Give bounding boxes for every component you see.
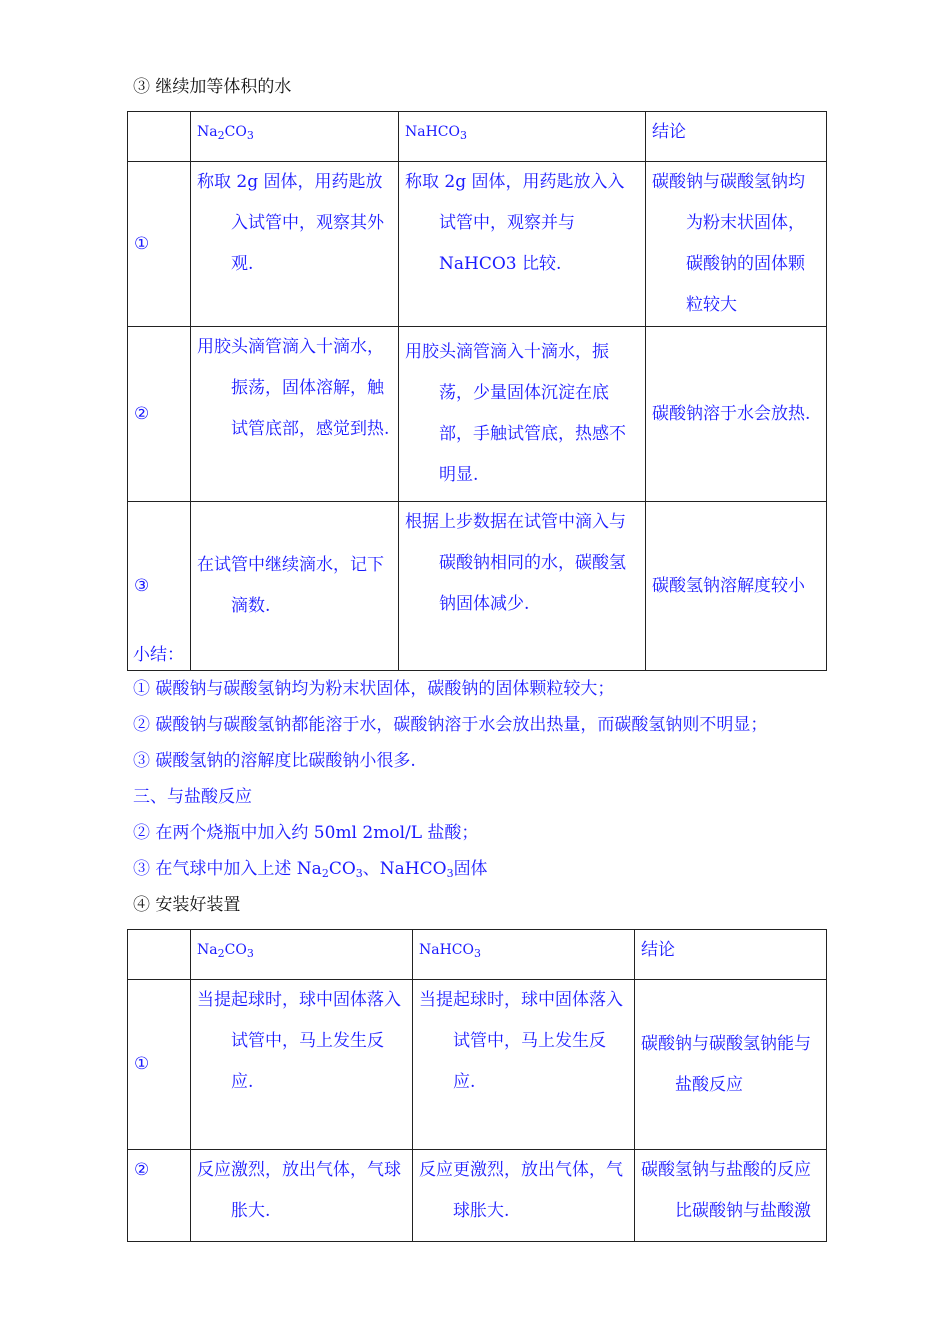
table-row	[128, 1150, 827, 1242]
row-number: ①	[128, 162, 191, 327]
cell-nahco3: 反应更激烈，放出气体，气球胀大.	[413, 1150, 635, 1242]
step3-heading: ③ 继续加等体积的水	[133, 77, 292, 97]
cell-conclusion: 碳酸钠溶于水会放热.	[646, 327, 827, 502]
table-header-row	[128, 930, 827, 980]
cell-na2co3: 当提起球时，球中固体落入试管中，马上发生反应.	[191, 980, 413, 1150]
cell-na2co3: 称取 2g 固体，用药匙放入试管中，观察其外观.	[191, 162, 399, 327]
cell-nahco3: 用胶头滴管滴入十滴水，振荡，少量固体沉淀在底部，手触试管底，热感不明显.	[399, 327, 646, 502]
row-number: ①	[128, 980, 191, 1150]
table-row	[128, 980, 827, 1150]
summary-item: ① 碳酸钠与碳酸氢钠均为粉末状固体，碳酸钠的固体颗粒较大；	[133, 679, 615, 699]
header-empty	[128, 112, 191, 162]
header-na2co3: $Na_2CO_3$	[191, 930, 413, 980]
cell-nahco3: 称取 2g 固体，用药匙放入入试管中，观察并与 NaHCO3 比较.	[399, 162, 646, 327]
row-number: ②	[128, 327, 191, 502]
header-empty	[128, 930, 191, 980]
cell-na2co3: 反应激烈，放出气体，气球胀大.	[191, 1150, 413, 1242]
summary-item: ② 碳酸钠与碳酸氢钠都能溶于水，碳酸钠溶于水会放出热量，而碳酸氢钠则不明显；	[133, 715, 768, 735]
header-na2co3: $Na_2CO_3$	[191, 112, 399, 162]
summary-item: ③ 碳酸氢钠的溶解度比碳酸钠小很多.	[133, 751, 416, 771]
table-header-row	[128, 112, 827, 162]
table-row	[128, 162, 827, 327]
cell-conclusion: 碳酸钠与碳酸氢钠能与盐酸反应	[635, 980, 827, 1150]
section-title: 三、与盐酸反应	[133, 787, 252, 807]
cell-na2co3: 在试管中继续滴水，记下滴数.	[191, 502, 399, 671]
header-conclusion: 结论	[635, 930, 827, 980]
table-water-solubility	[127, 111, 827, 671]
summary-title: 小结：	[133, 645, 184, 665]
cell-conclusion: 碳酸钠与碳酸氢钠均为粉末状固体，碳酸钠的固体颗粒较大	[646, 162, 827, 327]
header-nahco3: NaHCO$_3$	[399, 112, 646, 162]
cell-conclusion: 碳酸氢钠溶解度较小	[646, 502, 827, 671]
step2-text: ② 在两个烧瓶中加入约 50ml 2mol/L 盐酸；	[133, 823, 479, 843]
header-nahco3: NaHCO$_3$	[413, 930, 635, 980]
cell-na2co3: 用胶头滴管滴入十滴水，振荡，固体溶解，触试管底部，感觉到热.	[191, 327, 399, 502]
step3-text: ③ 在气球中加入上述 $Na_2CO_3$、NaHCO$_3$固体	[133, 859, 488, 880]
table-row	[128, 327, 827, 502]
cell-nahco3: 当提起球时，球中固体落入试管中，马上发生反应.	[413, 980, 635, 1150]
header-conclusion: 结论	[646, 112, 827, 162]
cell-nahco3: 根据上步数据在试管中滴入与碳酸钠相同的水，碳酸氢钠固体减少.	[399, 502, 646, 671]
row-number: ②	[128, 1150, 191, 1242]
cell-conclusion: 碳酸氢钠与盐酸的反应比碳酸钠与盐酸激	[635, 1150, 827, 1242]
table-hcl-reaction	[127, 929, 827, 1242]
step4-heading: ④ 安装好装置	[133, 895, 241, 915]
row-number: ③	[128, 502, 191, 671]
